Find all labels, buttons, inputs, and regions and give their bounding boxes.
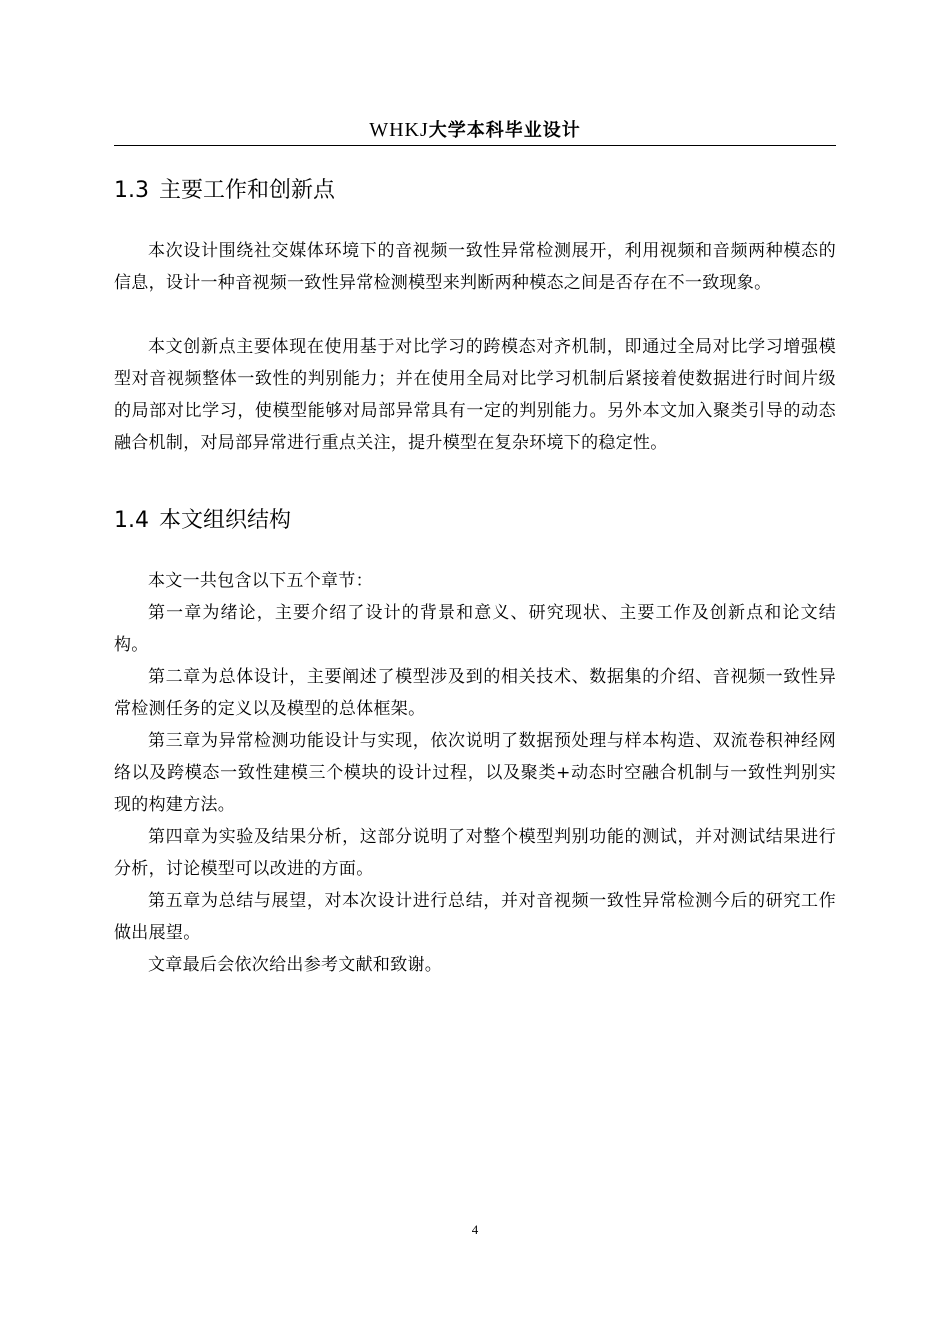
page-header: [114, 117, 836, 146]
section-heading-1-3: [114, 176, 335, 206]
paragraph: 本次设计围绕社交媒体环境下的音视频一致性异常检测展开，利用视频和音频两种模态的信息，设计一种音视频一致性异常检测模型来判断两种模态之间是否存在不一致现象。: [114, 241, 836, 293]
paragraph: 本文创新点主要体现在使用基于对比学习的跨模态对齐机制，即通过全局对比学习增强模型对音视频整体一致性的判别能力；并在使用全局对比学习机制后紧接着使数据进行时间片级的局部对比学习，使模型能够对局部异常具有一定的判别能力。另外本文加入聚类引导的动态融合机制，对局部异常进行重点关注，提升模型在复杂环境下的稳定性。: [114, 337, 836, 453]
paragraph: 第五章为总结与展望，对本次设计进行总结，并对音视频一致性异常检测今后的研究工作做出展望。: [114, 891, 836, 943]
paragraph: 第三章为异常检测功能设计与实现，依次说明了数据预处理与样本构造、双流卷积神经网络以及跨模态一致性建模三个模块的设计过程，以及聚类+动态时空融合机制与一致性判别实现的构建方法。: [114, 731, 836, 815]
paragraph: 第一章为绪论，主要介绍了设计的背景和意义、研究现状、主要工作及创新点和论文结构。: [114, 603, 836, 655]
section-number: 1.4: [114, 508, 149, 533]
paragraph: 文章最后会依次给出参考文献和致谢。: [148, 955, 443, 975]
section-title: 主要工作和创新点: [159, 178, 336, 203]
paragraph: 第二章为总体设计，主要阐述了模型涉及到的相关技术、数据集的介绍、音视频一致性异常检测任务的定义以及模型的总体框架。: [114, 667, 836, 719]
section-title: 本文组织结构: [159, 508, 292, 533]
page-number: 4: [471, 1222, 479, 1237]
header-latin: WHKJ: [369, 119, 429, 141]
header-chinese: 大学本科毕业设计: [428, 120, 581, 141]
paragraph: 第四章为实验及结果分析，这部分说明了对整个模型判别功能的测试，并对测试结果进行分析，讨论模型可以改进的方面。: [114, 827, 836, 879]
paragraph: 本文一共包含以下五个章节：: [148, 571, 373, 591]
section-heading-1-4: [114, 506, 291, 536]
section-number: 1.3: [114, 178, 149, 203]
